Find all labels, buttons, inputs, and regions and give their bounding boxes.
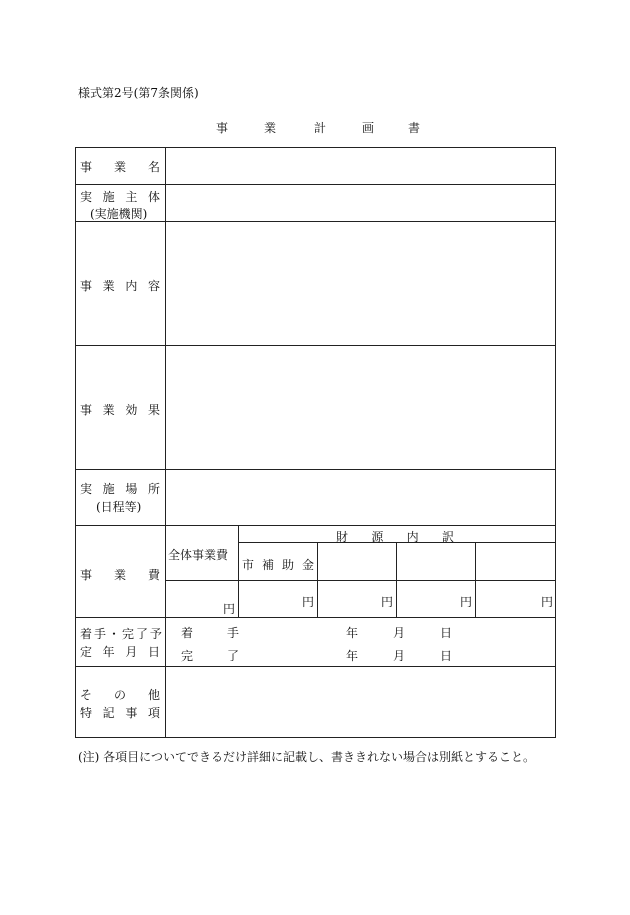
label-location-sub: (日程等) <box>96 500 142 514</box>
yen-unit-col5: 円 <box>541 595 554 609</box>
cost-column-line <box>396 542 397 617</box>
label-schedule-line1: 着 手 ・ 完 了 予 <box>80 627 162 641</box>
row-divider <box>75 184 556 185</box>
label-schedule-line2: 定 年 月 日 <box>80 645 160 659</box>
schedule-end-label: 完 了 <box>181 649 239 663</box>
label-other-line1: そ の 他 <box>80 688 160 702</box>
label-cost: 事 業 費 <box>80 568 160 582</box>
title-char: 画 <box>362 121 375 135</box>
schedule-end-date: 年 月 日 <box>346 649 452 663</box>
title-char: 事 <box>216 121 229 135</box>
row-divider <box>75 666 556 667</box>
title-char: 計 <box>314 121 327 135</box>
yen-unit-total: 円 <box>223 602 236 616</box>
yen-unit-subsidy: 円 <box>302 595 315 609</box>
label-other-line2: 特 記 事 項 <box>80 706 160 720</box>
row-divider <box>75 617 556 618</box>
form-number: 様式第2号(第7条関係) <box>78 86 199 100</box>
label-implementer-sub: (実施機関) <box>90 207 148 221</box>
title-char: 書 <box>408 121 421 135</box>
label-column-line <box>165 147 166 738</box>
funding-breakdown-label: 財 源 内 訳 <box>336 530 454 544</box>
label-location: 実 施 場 所 <box>80 482 160 496</box>
row-divider <box>75 345 556 346</box>
cost-column-line <box>475 542 476 617</box>
cost-column-line <box>238 525 239 617</box>
label-effect: 事 業 効 果 <box>80 403 160 417</box>
schedule-start-date: 年 月 日 <box>346 626 452 640</box>
yen-unit-col3: 円 <box>381 595 394 609</box>
title-char: 業 <box>264 121 277 135</box>
label-project-name: 事 業 名 <box>80 160 160 174</box>
cost-column-line <box>317 542 318 617</box>
footer-note: (注) 各項目についてできるだけ詳細に記載し、書ききれない場合は別紙とすること。 <box>78 750 535 764</box>
schedule-start-label: 着 手 <box>181 626 239 640</box>
label-implementer: 実 施 主 体 <box>80 190 160 204</box>
total-cost-label: 全体事業費 <box>168 548 229 562</box>
cost-divider <box>165 580 556 581</box>
row-divider <box>75 525 556 526</box>
label-content: 事 業 内 容 <box>80 279 160 293</box>
yen-unit-col4: 円 <box>460 595 473 609</box>
row-divider <box>75 469 556 470</box>
city-subsidy-label: 市 補 助 金 <box>242 558 314 572</box>
